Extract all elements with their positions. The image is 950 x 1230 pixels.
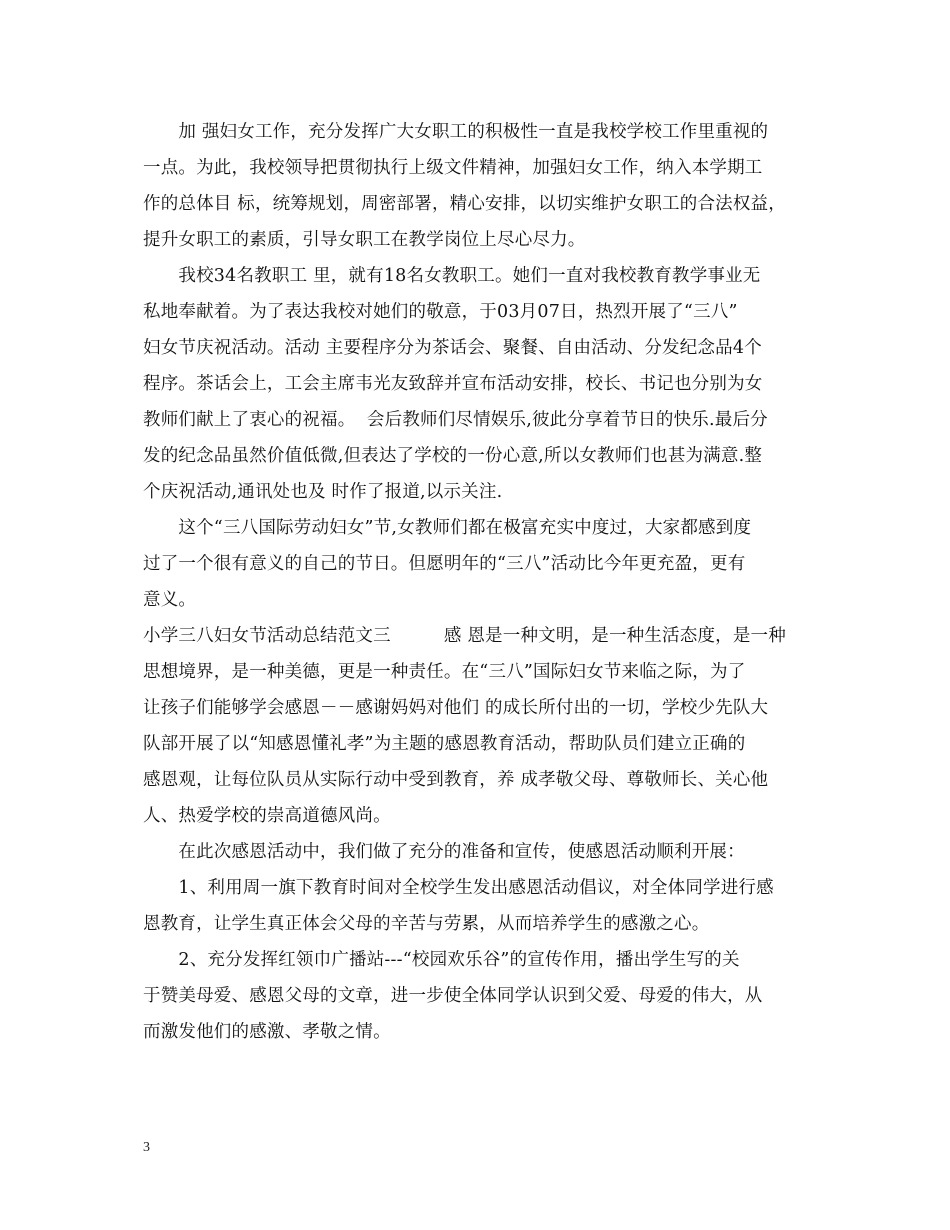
- text-line: 队部开展了以“知感恩懂礼孝”为主题的感恩教育活动，帮助队员们建立正确的: [143, 734, 746, 754]
- text-line: 程序。茶话会上，工会主席韦光友致辞并宣布活动安排，校长、书记也分别为女: [143, 374, 763, 394]
- text-line: 过了一个很有意义的自己的节日。但愿明年的“三八”活动比今年更充盈，更有: [143, 554, 746, 574]
- section-heading-line: 小学三八妇女节活动总结范文三 感 恩是一种文明，是一种生活态度，是一种: [143, 626, 786, 646]
- text-line: 在此次感恩活动中，我们做了充分的准备和宣传，使感恩活动顺利开展：: [143, 842, 745, 862]
- text-line: 加 强妇女工作，充分发挥广大女职工的积极性一直是我校学校工作里重视的: [143, 122, 769, 142]
- text-line: 人、热爱学校的崇高道德风尚。: [143, 806, 391, 826]
- text-line: 感恩观，让每位队员从实际行动中受到教育，养 成孝敬父母、尊敬师长、关心他: [143, 770, 769, 790]
- text-line: 而激发他们的感激、孝敬之情。: [143, 1022, 391, 1042]
- text-line: 于赞美母爱、感恩父母的文章，进一步使全体同学认识到父爱、母爱的伟大，从: [143, 986, 763, 1006]
- text-line: 思想境界，是一种美德，更是一种责任。在“三八”国际妇女节来临之际，为了: [143, 662, 746, 682]
- text-line: 这个“三八国际劳动妇女”节,女教师们都在极富充实中度过，大家都感到度: [143, 518, 752, 538]
- text-line: 个庆祝活动,通讯处也及 时作了报道,以示关注.: [143, 482, 503, 502]
- text-line: 2、充分发挥红领巾广播站---“校园欢乐谷”的宣传作用，播出学生写的关: [143, 950, 740, 970]
- text-line: 意义。: [143, 590, 197, 610]
- text-line: 恩教育，让学生真正体会父母的辛苦与劳累，从而培养学生的感激之心。: [143, 914, 710, 934]
- text-line: 我校34名教职工 里，就有18名女教职工。她们一直对我校教育教学事业无: [143, 266, 761, 286]
- page-number: 3: [143, 1140, 150, 1155]
- text-line: 教师们献上了衷心的祝福。 会后教师们尽情娱乐,彼此分享着节日的快乐.最后分: [143, 410, 768, 430]
- text-line: 妇女节庆祝活动。活动 主要程序分为茶话会、聚餐、自由活动、分发纪念品4个: [143, 338, 762, 358]
- text-line: 私地奉献着。为了表达我校对她们的敬意，于03月07日，热烈开展了“三八”: [143, 302, 738, 322]
- text-line: 作的总体目 标，统筹规划，周密部署，精心安排，以切实维护女职工的合法权益，: [143, 194, 786, 214]
- text-line: 一点。为此，我校领导把贯彻执行上级文件精神，加强妇女工作，纳入本学期工: [143, 158, 763, 178]
- text-line: 让孩子们能够学会感恩－－感谢妈妈对他们 的成长所付出的一切，学校少先队大: [143, 698, 769, 718]
- text-line: 发的纪念品虽然价值低微,但表达了学校的一份心意,所以女教师们也甚为满意.整: [143, 446, 763, 466]
- text-line: 提升女职工的素质，引导女职工在教学岗位上尽心尽力。: [143, 230, 586, 250]
- text-line: 1、利用周一旗下教育时间对全校学生发出感恩活动倡议，对全体同学进行感: [143, 878, 774, 898]
